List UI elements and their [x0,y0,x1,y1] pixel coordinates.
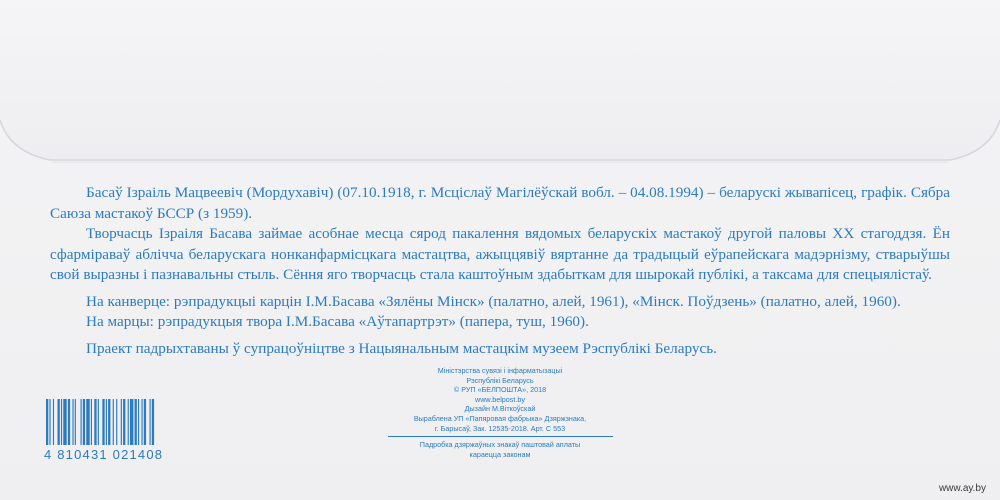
imprint-copyright: © РУП «БЕЛПОШТА», 2018 [453,385,547,395]
barcode-bar [138,399,139,445]
barcode-bar [98,399,99,445]
paragraph-project-credit: Праект падрыхтаваны ў супрацоўніцтве з Нацыянальным мастацкім музеем Рэспублікі Беларусь. [86,339,717,357]
barcode-bar [102,399,104,445]
imprint-warning-law: караецца законам [469,449,531,459]
barcode-bar [141,399,142,445]
description-text [50,183,950,359]
barcode-bar [72,399,73,445]
imprint-republic: Рэспублікі Беларусь [466,375,534,385]
barcode-bar [108,399,110,445]
barcode-bar [61,399,62,445]
barcode-bar [46,399,48,445]
barcode-bar [113,399,114,445]
barcode-bar [91,399,92,445]
imprint-warning: Падробка дзяржаўных знакаў паштовай аплаты [419,440,581,450]
envelope-flap [0,0,1000,200]
imprint-manufacturer: Выраблена УП «Папяровая фабрыка» Дзяржзнака, [413,413,587,423]
barcode-bar [130,399,133,445]
barcode-bar [75,399,76,445]
barcode-digits: 4 810431 021408 [44,447,164,462]
imprint-ministry: Міністэрства сувязі і інфарматызацыі [437,366,563,375]
barcode-bar [150,399,151,445]
barcode-bar [81,399,82,445]
barcode-bar [123,399,125,445]
barcode-bar [58,399,60,445]
publisher-imprint [380,366,620,459]
paragraph-biography: Басаў Ізраіль Мацвеевіч (Мордухавіч) (07.10.1918, г. Мсціслаў Магілёўскай вобл. – 04.08.1994) – беларускі жывапісец, графік. Сябра Саюза мастакоў БССР (з 1959). [50,184,950,222]
barcode-bar [49,399,50,445]
barcode-bar [106,399,107,445]
barcode-bar [116,399,117,445]
barcode-bars [44,397,194,447]
barcode-bar [86,399,89,445]
imprint-website: www.belpost.by [475,394,525,404]
barcode-bar [152,399,154,445]
barcode-bar [63,399,66,445]
barcode-bar [135,399,137,445]
imprint-divider [388,436,613,437]
barcode-bar [94,399,96,445]
paragraph-envelope-reproductions: На канверце: рэпрадукцыі карцін І.М.Басава «Зялёны Мінск» (палатно, алей, 1961), «Мінск. Поўдзень» (палатно, алей, 1960). [86,292,901,310]
paragraph-stamp-reproduction: На марцы: рэпрадукцыя твора І.М.Басава «Аўтапартрэт» (папера, туш, 1960). [86,313,589,330]
barcode-bar [144,399,146,445]
barcode-bar [68,399,70,445]
barcode-bar [121,399,122,445]
barcode-bar [128,399,129,445]
imprint-order: г. Барысаў, Зак. 12535-2018. Арт. С 553 [434,423,566,433]
barcode-bar [83,399,85,445]
barcode-bar [53,399,54,445]
paragraph-creativity: Творчасць Ізраіля Басава займае асобнае месца сярод пакалення вядомых беларускіх мастакоў другой паловы ХХ стагоддзя. Ён сфарміраваў аблічча беларускага нонканфармісцкага мастацтва, ажыццявіў вяртанне да традыцый еўрапейскага мадэрнізму, стварыўшы свой выразны і пазнавальны стыль. Сёння яго творчасць стала каштоўным здабыткам для шырокай публікі, а таксама для спецыялістаў. [50,225,950,283]
watermark: www.ay.by [938,483,986,494]
imprint-design: Дызайн М.Віткоўскай [464,404,536,414]
